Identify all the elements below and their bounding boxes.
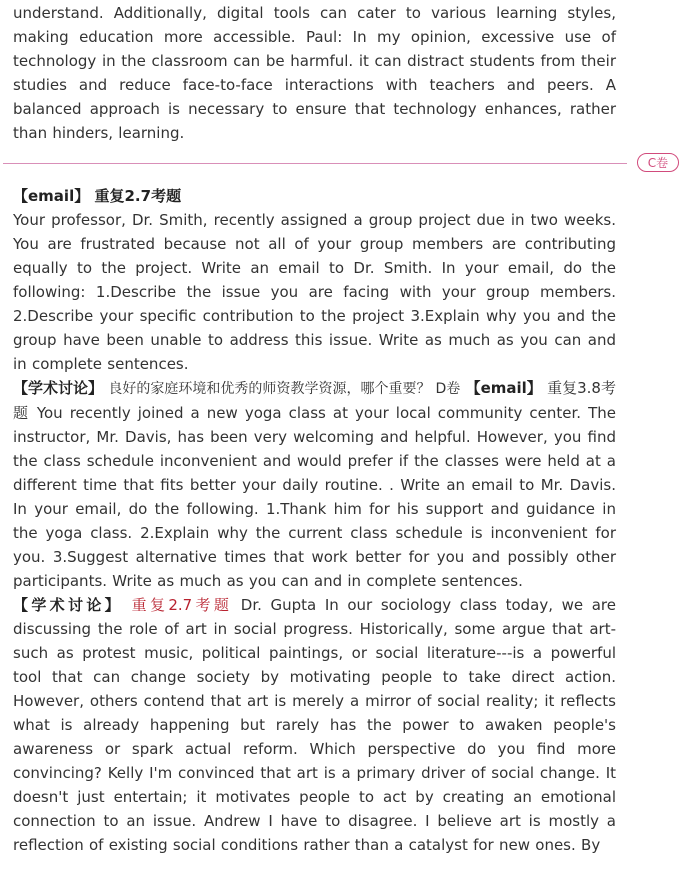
item-discussion-email-2: [13, 376, 616, 593]
section-divider: [3, 163, 627, 164]
item-discussion-3: [13, 593, 616, 857]
item-text: Dr. Gupta In our sociology class today, we are discussing the role of art in social progress. Historically, some argue that art-such as protest music, political paintings, or social literature---is a powerful tool that can change society by motivating people to take direct action. However, others contend that art is merely a mirror of social reality; it reflects what is already happening but rarely has the power to awaken people's awareness or spark actual reform. Which perspective do you find more convincing? Kelly I'm convinced that art is a primary driver of social change. It doesn't just entertain; it motivates people to act by creating an emotional connection to an issue. Andrew I have to disagree. I believe art is mostly a reflection of existing social conditions rather than a catalyst for new ones. By: [13, 596, 616, 854]
email-tag: 【email】: [13, 187, 90, 205]
discussion-tag: 【学术讨论】: [13, 596, 124, 614]
section-badge: C卷: [637, 153, 679, 172]
intro-paragraph: understand. Additionally, digital tools can cater to various learning styles, making education more accessible. Paul: In my opinion, excessive use of technology in the classroom can be harmful. it can distract students from their studies and reduce face-to-face interactions with teachers and peers. A balanced approach is necessary to ensure that technology enhances, rather than hinders, learning.: [13, 4, 616, 142]
item-text: You recently joined a new yoga class at your local community center. The instructor, Mr. Davis, has been very welcoming and helpful. However, you find the class schedule inconvenient and would prefer if the classes were held at a different time that fits better your daily routine. . Write an email to Mr. Davis. In your email, do the following. 1.Thank him for his support and guidance in the yoga class. 2.Explain why the current class schedule is inconvenient for you. 3.Suggest alternative times that work better for you and possibly other participants. Write as much as you can and in complete sentences.: [13, 404, 616, 590]
discussion-topic: 良好的家庭环境和优秀的师资教学资源，哪个重要？ D卷: [108, 381, 461, 397]
discussion-tag: 【学术讨论】: [13, 379, 104, 397]
repeat-label: 重复2.7考题: [131, 596, 233, 614]
repeat-label: 重复2.7考题: [94, 187, 182, 205]
item-email-1: [13, 184, 616, 376]
email-tag: 【email】: [465, 379, 542, 397]
section-content: [13, 184, 616, 857]
item-text: Your professor, Dr. Smith, recently assigned a group project due in two weeks. You are frustrated because not all of your group members are contributing equally to the project. Write an email to Dr. Smith. In your email, do the following: 1.Describe the issue you are facing with your group members. 2.Describe your specific contribution to the project 3.Explain why you and the group have been unable to address this issue. Write as much as you can and in complete sentences.: [13, 211, 616, 373]
repeat-label: 重复3.8考题: [13, 379, 616, 422]
